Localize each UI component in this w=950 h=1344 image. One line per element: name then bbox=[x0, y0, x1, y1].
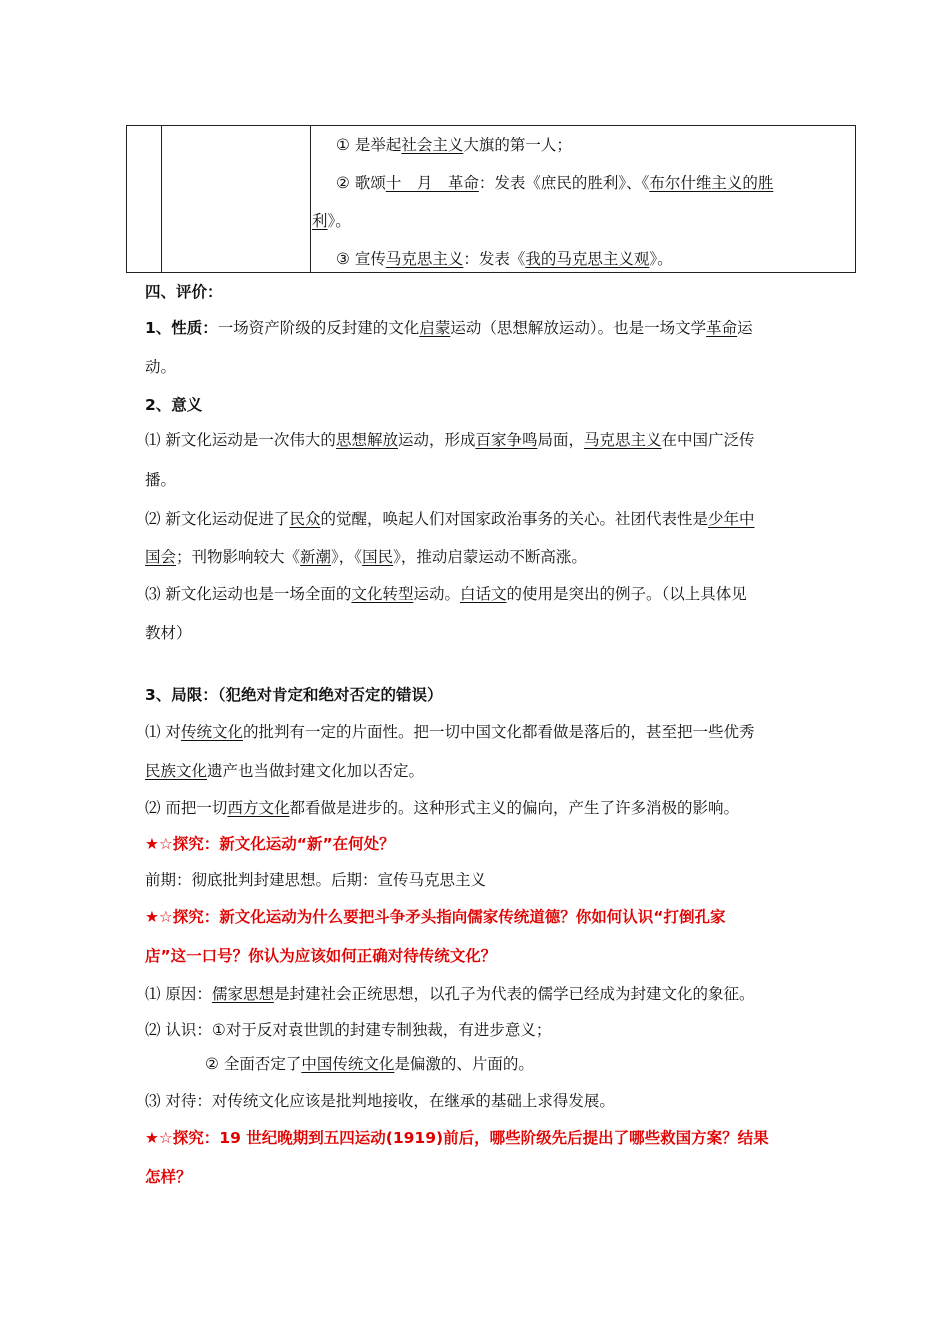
explore-answer: ② 全面否定了中国传统文化是偏激的、片面的。 bbox=[205, 1055, 534, 1073]
limits-title: 3、局限：（犯绝对肯定和绝对否定的错误） bbox=[145, 686, 443, 704]
explore-answer: ⑴ 原因：儒家思想是封建社会正统思想，以孔子为代表的儒学已经成为封建文化的象征。 bbox=[145, 985, 755, 1003]
meaning-title: 2、意义 bbox=[145, 396, 203, 414]
meaning-p1-cont: 播。 bbox=[145, 471, 177, 489]
meaning-p2: ⑵ 新文化运动促进了民众的觉醒，唤起人们对国家政治事务的关心。社团代表性是少年中 bbox=[145, 510, 755, 528]
nature-line: 动。 bbox=[145, 358, 177, 376]
meaning-p3: ⑶ 新文化运动也是一场全面的文化转型运动。白话文的使用是突出的例子。（以上具体见 bbox=[145, 585, 747, 603]
limits-p1-cont: 民族文化遗产也当做封建文化加以否定。 bbox=[145, 762, 425, 780]
table-divider bbox=[161, 126, 162, 272]
meaning-p3-cont: 教材） bbox=[145, 624, 192, 642]
nature-line: 1、性质：一场资产阶级的反封建的文化启蒙运动（思想解放运动）。也是一场文学革命运 bbox=[145, 319, 753, 337]
table-line: ② 歌颂十 月 革命：发表《庶民的胜利》、《布尔什维主义的胜 bbox=[336, 174, 774, 192]
limits-p2: ⑵ 而把一切西方文化都看做是进步的。这种形式主义的偏向，产生了许多消极的影响。 bbox=[145, 799, 739, 817]
explore-answer: ⑶ 对待：对传统文化应该是批判地接收，在继承的基础上求得发展。 bbox=[145, 1092, 615, 1110]
explore-answer: ⑵ 认识：①对于反对袁世凯的封建专制独裁，有进步意义； bbox=[145, 1021, 552, 1039]
explore-question: ★☆探究：19 世纪晚期到五四运动(1919)前后，哪些阶级先后提出了哪些救国方案？结果 bbox=[145, 1129, 769, 1147]
explore-question: ★☆探究：新文化运动“新”在何处？ bbox=[145, 835, 395, 853]
meaning-p2-cont: 国会；刊物影响较大《新潮》，《国民》，推动启蒙运动不断高涨。 bbox=[145, 548, 587, 566]
table-divider bbox=[310, 126, 311, 272]
explore-question-cont: 怎样？ bbox=[145, 1168, 192, 1186]
limits-p1: ⑴ 对传统文化的批判有一定的片面性。把一切中国文化都看做是落后的，甚至把一些优秀 bbox=[145, 723, 755, 741]
explore-question: ★☆探究：新文化运动为什么要把斗争矛头指向儒家传统道德？你如何认识“打倒孔家 bbox=[145, 908, 726, 926]
summary-table bbox=[126, 125, 856, 273]
table-line: ① 是举起社会主义大旗的第一人； bbox=[336, 136, 572, 154]
table-line: ③ 宣传马克思主义：发表《我的马克思主义观》。 bbox=[336, 250, 673, 268]
table-cell bbox=[312, 126, 849, 278]
table-line: 利》。 bbox=[312, 212, 351, 230]
meaning-p1: ⑴ 新文化运动是一次伟大的思想解放运动，形成百家争鸣局面，马克思主义在中国广泛传 bbox=[145, 431, 755, 449]
explore-question-cont: 店”这一口号？你认为应该如何正确对待传统文化？ bbox=[145, 947, 497, 965]
section-title: 四、评价： bbox=[145, 283, 223, 301]
explore-answer: 前期：彻底批判封建思想。后期：宣传马克思主义 bbox=[145, 871, 487, 889]
